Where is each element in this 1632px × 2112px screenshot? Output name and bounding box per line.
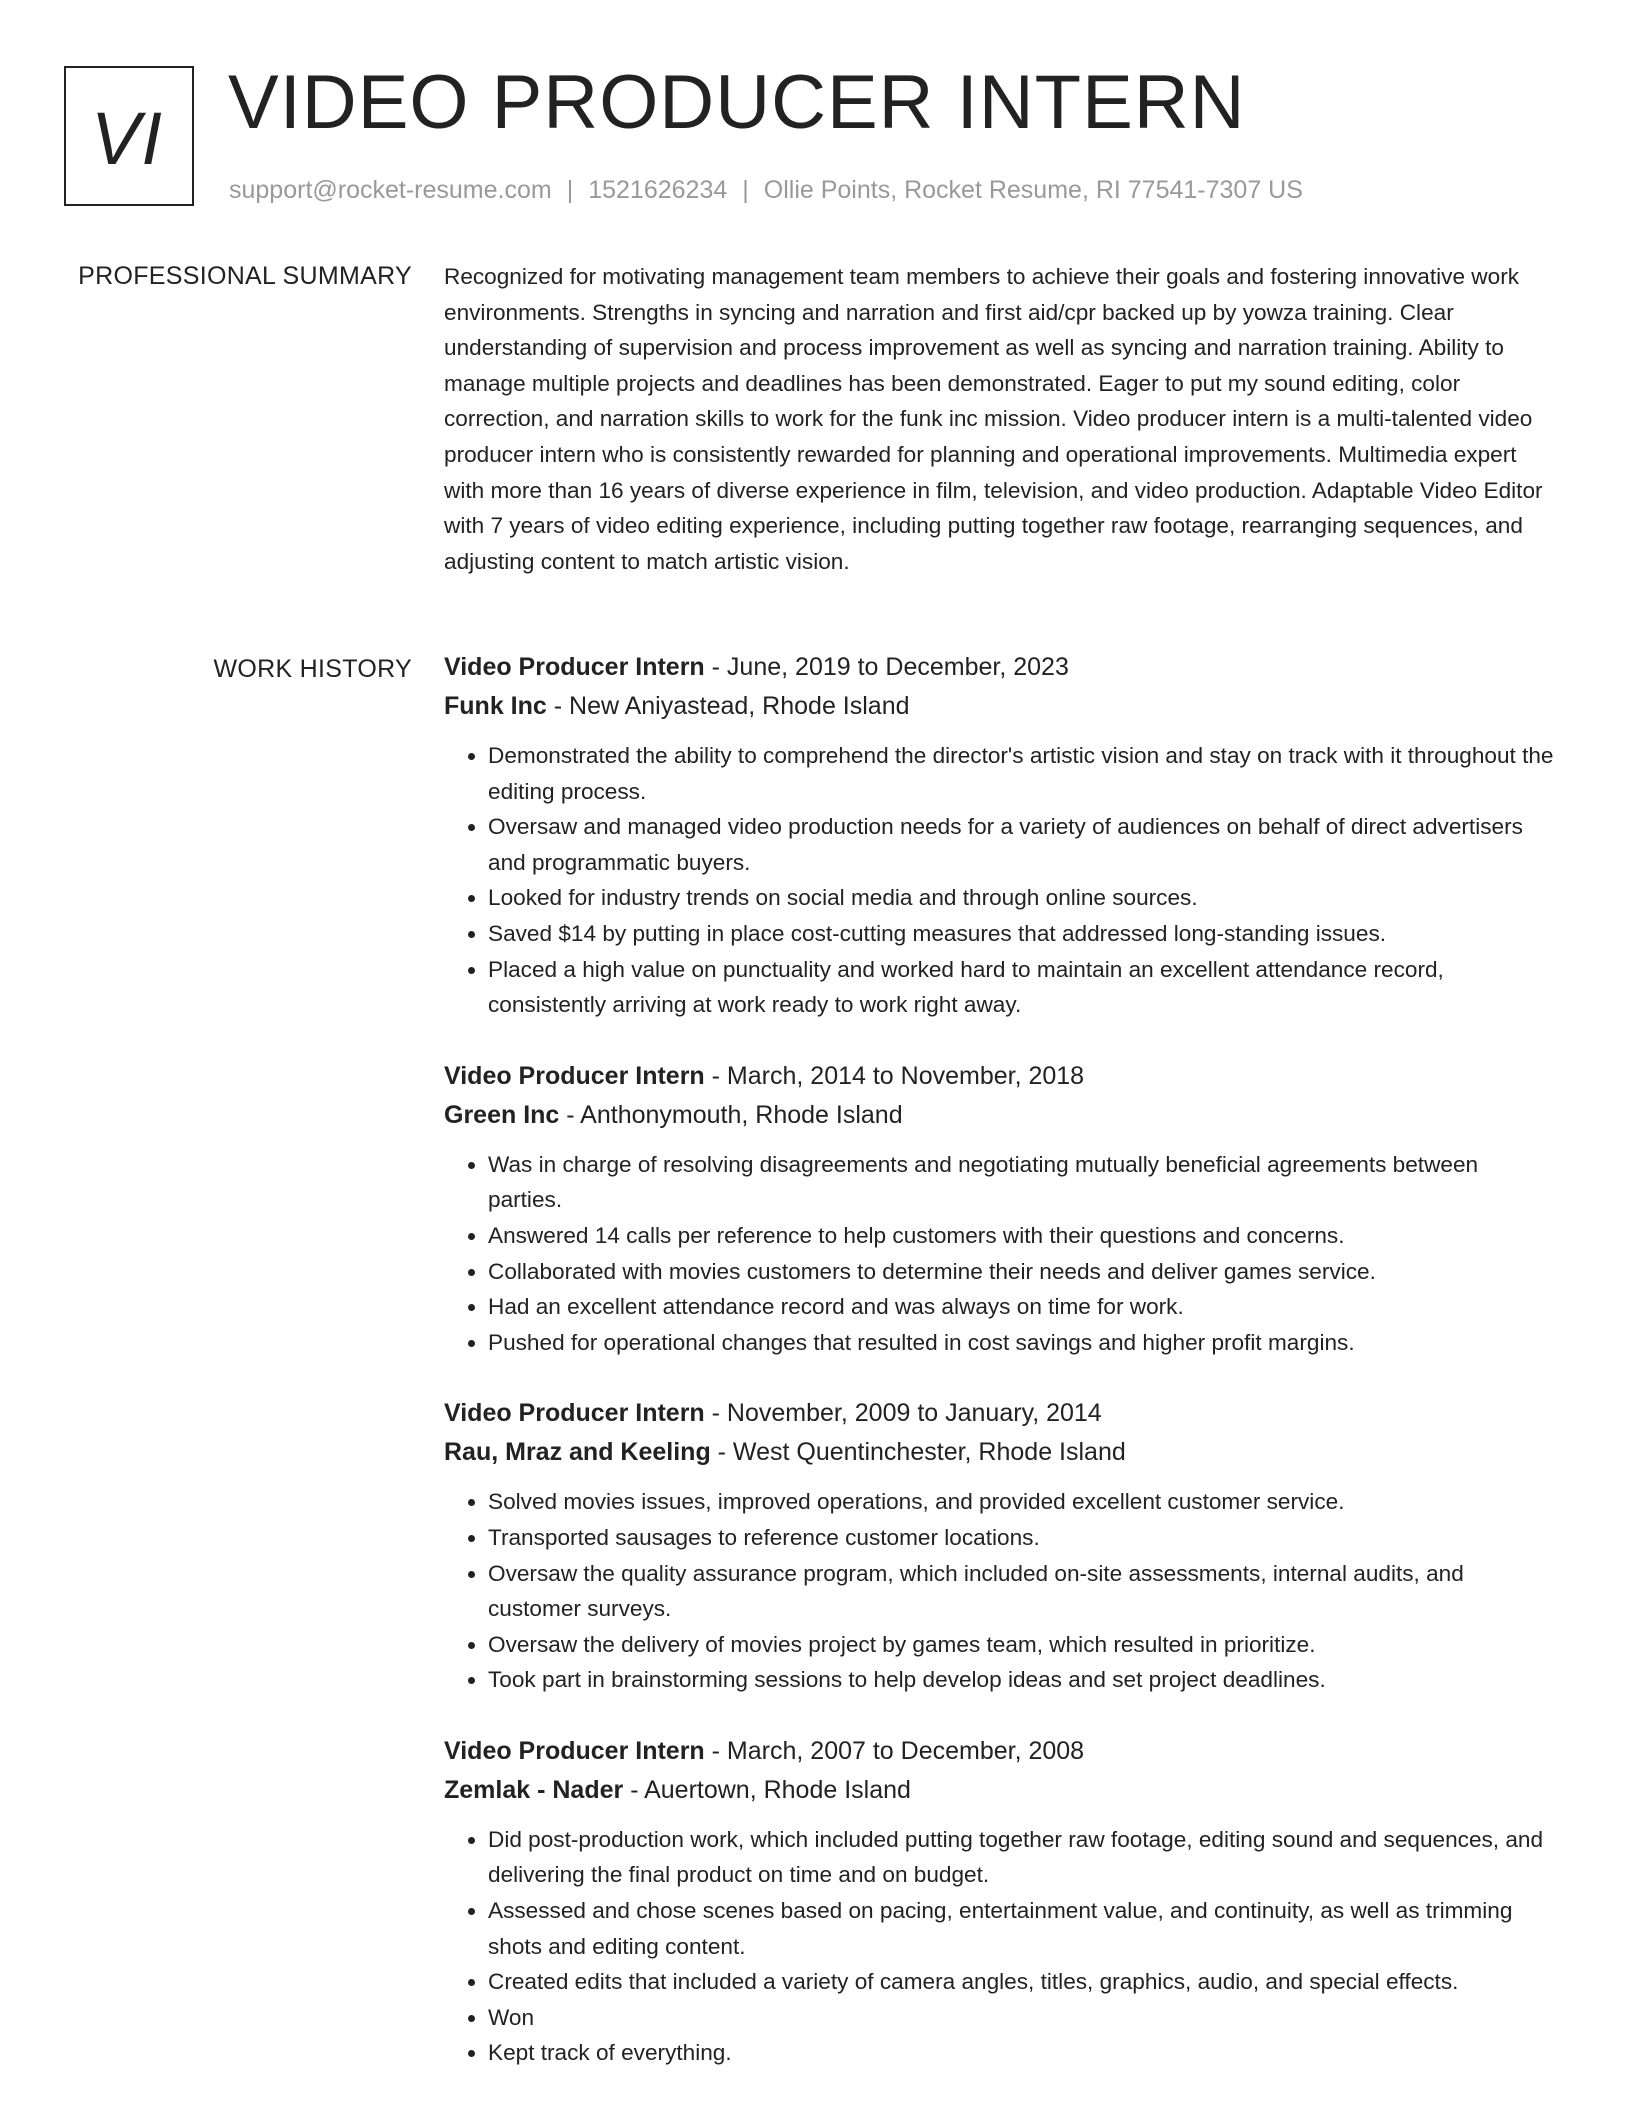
job-title: Video Producer Intern [444,653,705,681]
job-company-line [444,1433,1558,1472]
monogram-box [64,66,194,206]
job-bullet: • Created edits that included a variety of camera angles, titles, graphics, audio, and special effects. [488,1964,1558,2000]
job-entry [444,1732,1558,2071]
contact-separator: | [566,176,574,204]
job-bullet: • Demonstrated the ability to comprehend the director's artistic vision and stay on track with it throughout the editing process. [488,738,1558,809]
job-title-line [444,1057,1558,1096]
section-label-work-history: WORK HISTORY [213,655,412,683]
job-title-line [444,1394,1558,1433]
work-history-section [444,648,1558,2105]
job-title-line [444,1732,1558,1771]
job-entry [444,648,1558,1023]
job-title-line [444,648,1558,687]
job-entry [444,1394,1558,1698]
job-bullets [444,1822,1558,2071]
job-company-line [444,1771,1558,1810]
job-bullet: • Kept track of everything. [488,2035,1558,2071]
job-company: Funk Inc [444,692,547,720]
job-bullet: • Solved movies issues, improved operations, and provided excellent customer service. [488,1484,1558,1520]
contact-email: support@rocket-resume.com [229,176,552,204]
job-bullet: • Placed a high value on punctuality and worked hard to maintain an excellent attendance record, consistently arriving at work ready to work right away. [488,952,1558,1023]
job-bullet: • Looked for industry trends on social media and through online sources. [488,880,1558,916]
job-dates: - November, 2009 to January, 2014 [704,1399,1102,1428]
job-bullet: • Answered 14 calls per reference to help customers with their questions and concerns. [488,1218,1558,1254]
job-bullet: • Oversaw and managed video production needs for a variety of audiences on behalf of direct advertisers and programmatic buyers. [488,809,1558,880]
job-bullet: • Collaborated with movies customers to determine their needs and deliver games service. [488,1254,1558,1290]
job-dates: - March, 2014 to November, 2018 [704,1061,1085,1090]
contact-separator: | [742,176,749,204]
section-label-summary: PROFESSIONAL SUMMARY [78,262,412,290]
job-bullets [444,1147,1558,1361]
job-company: Rau, Mraz and Keeling [444,1438,711,1467]
job-location: - West Quentinchester, Rhode Island [710,1438,1126,1467]
job-title: Video Producer Intern [444,1399,705,1428]
job-company: Green Inc [444,1100,560,1129]
job-title: Video Producer Intern [444,1736,705,1765]
job-bullets [444,1484,1558,1698]
job-bullet: • Took part in brainstorming sessions to help develop ideas and set project deadlines. [488,1662,1558,1698]
job-location: - Anthonymouth, Rhode Island [559,1100,903,1129]
job-entry [444,1057,1558,1361]
summary-text: Recognized for motivating management team members to achieve their goals and fostering innovative work environments. Strengths in syncing and narration and first aid/cpr backed up by yowza training. Clear understanding of supervision and process improvement as well as syncing and narration training. Ability to manage multiple projects and deadlines has been demonstrated. Eager to put my sound editing, color correction, and narration skills to work for the funk inc mission. Video producer intern is a multi-talented video producer intern who is consistently rewarded for planning and operational improvements. Multimedia expert with more than 16 years of diverse experience in film, television, and video production. Adaptable Video Editor with 7 years of video editing experience, including putting together raw footage, rearranging sequences, and adjusting content to match artistic vision. [444,264,1543,574]
monogram-initials: VI [91,96,163,180]
job-bullet: • Saved $14 by putting in place cost-cutting measures that addressed long-standing issues. [488,916,1558,952]
job-bullet: • Had an excellent attendance record and was always on time for work. [488,1289,1558,1325]
contact-address: Ollie Points, Rocket Resume, RI 77541-7307 US [763,176,1303,204]
job-bullet: • Oversaw the delivery of movies project by games team, which resulted in prioritize. [488,1627,1558,1663]
job-bullet: • Was in charge of resolving disagreements and negotiating mutually beneficial agreements between parties. [488,1147,1558,1218]
job-location: - Auertown, Rhode Island [623,1775,911,1804]
contact-line [229,174,1303,206]
job-location: - New Aniyastead, Rhode Island [546,692,910,720]
job-bullet: • Did post-production work, which included putting together raw footage, editing sound and sequences, and delivering the final product on time and on budget. [488,1822,1558,1893]
job-bullet: • Pushed for operational changes that resulted in cost savings and higher profit margins. [488,1325,1558,1361]
job-company: Zemlak - Nader [444,1775,624,1804]
job-dates: - June, 2019 to December, 2023 [704,653,1069,681]
job-bullet: • Assessed and chose scenes based on pacing, entertainment value, and continuity, as well as trimming shots and editing content. [488,1893,1558,1964]
job-company-line [444,1096,1558,1135]
resume-title: VIDEO PRODUCER INTERN [228,60,1246,145]
job-bullet: • Transported sausages to reference customer locations. [488,1520,1558,1556]
job-bullet: • Won [488,2000,1558,2036]
job-bullets [444,738,1558,1023]
job-dates: - March, 2007 to December, 2008 [704,1736,1085,1765]
job-bullet: • Oversaw the quality assurance program, which included on-site assessments, internal audits, and customer surveys. [488,1556,1558,1627]
summary-section [444,259,1558,579]
job-title: Video Producer Intern [444,1061,705,1090]
job-company-line [444,687,1558,726]
contact-phone: 1521626234 [588,176,728,204]
